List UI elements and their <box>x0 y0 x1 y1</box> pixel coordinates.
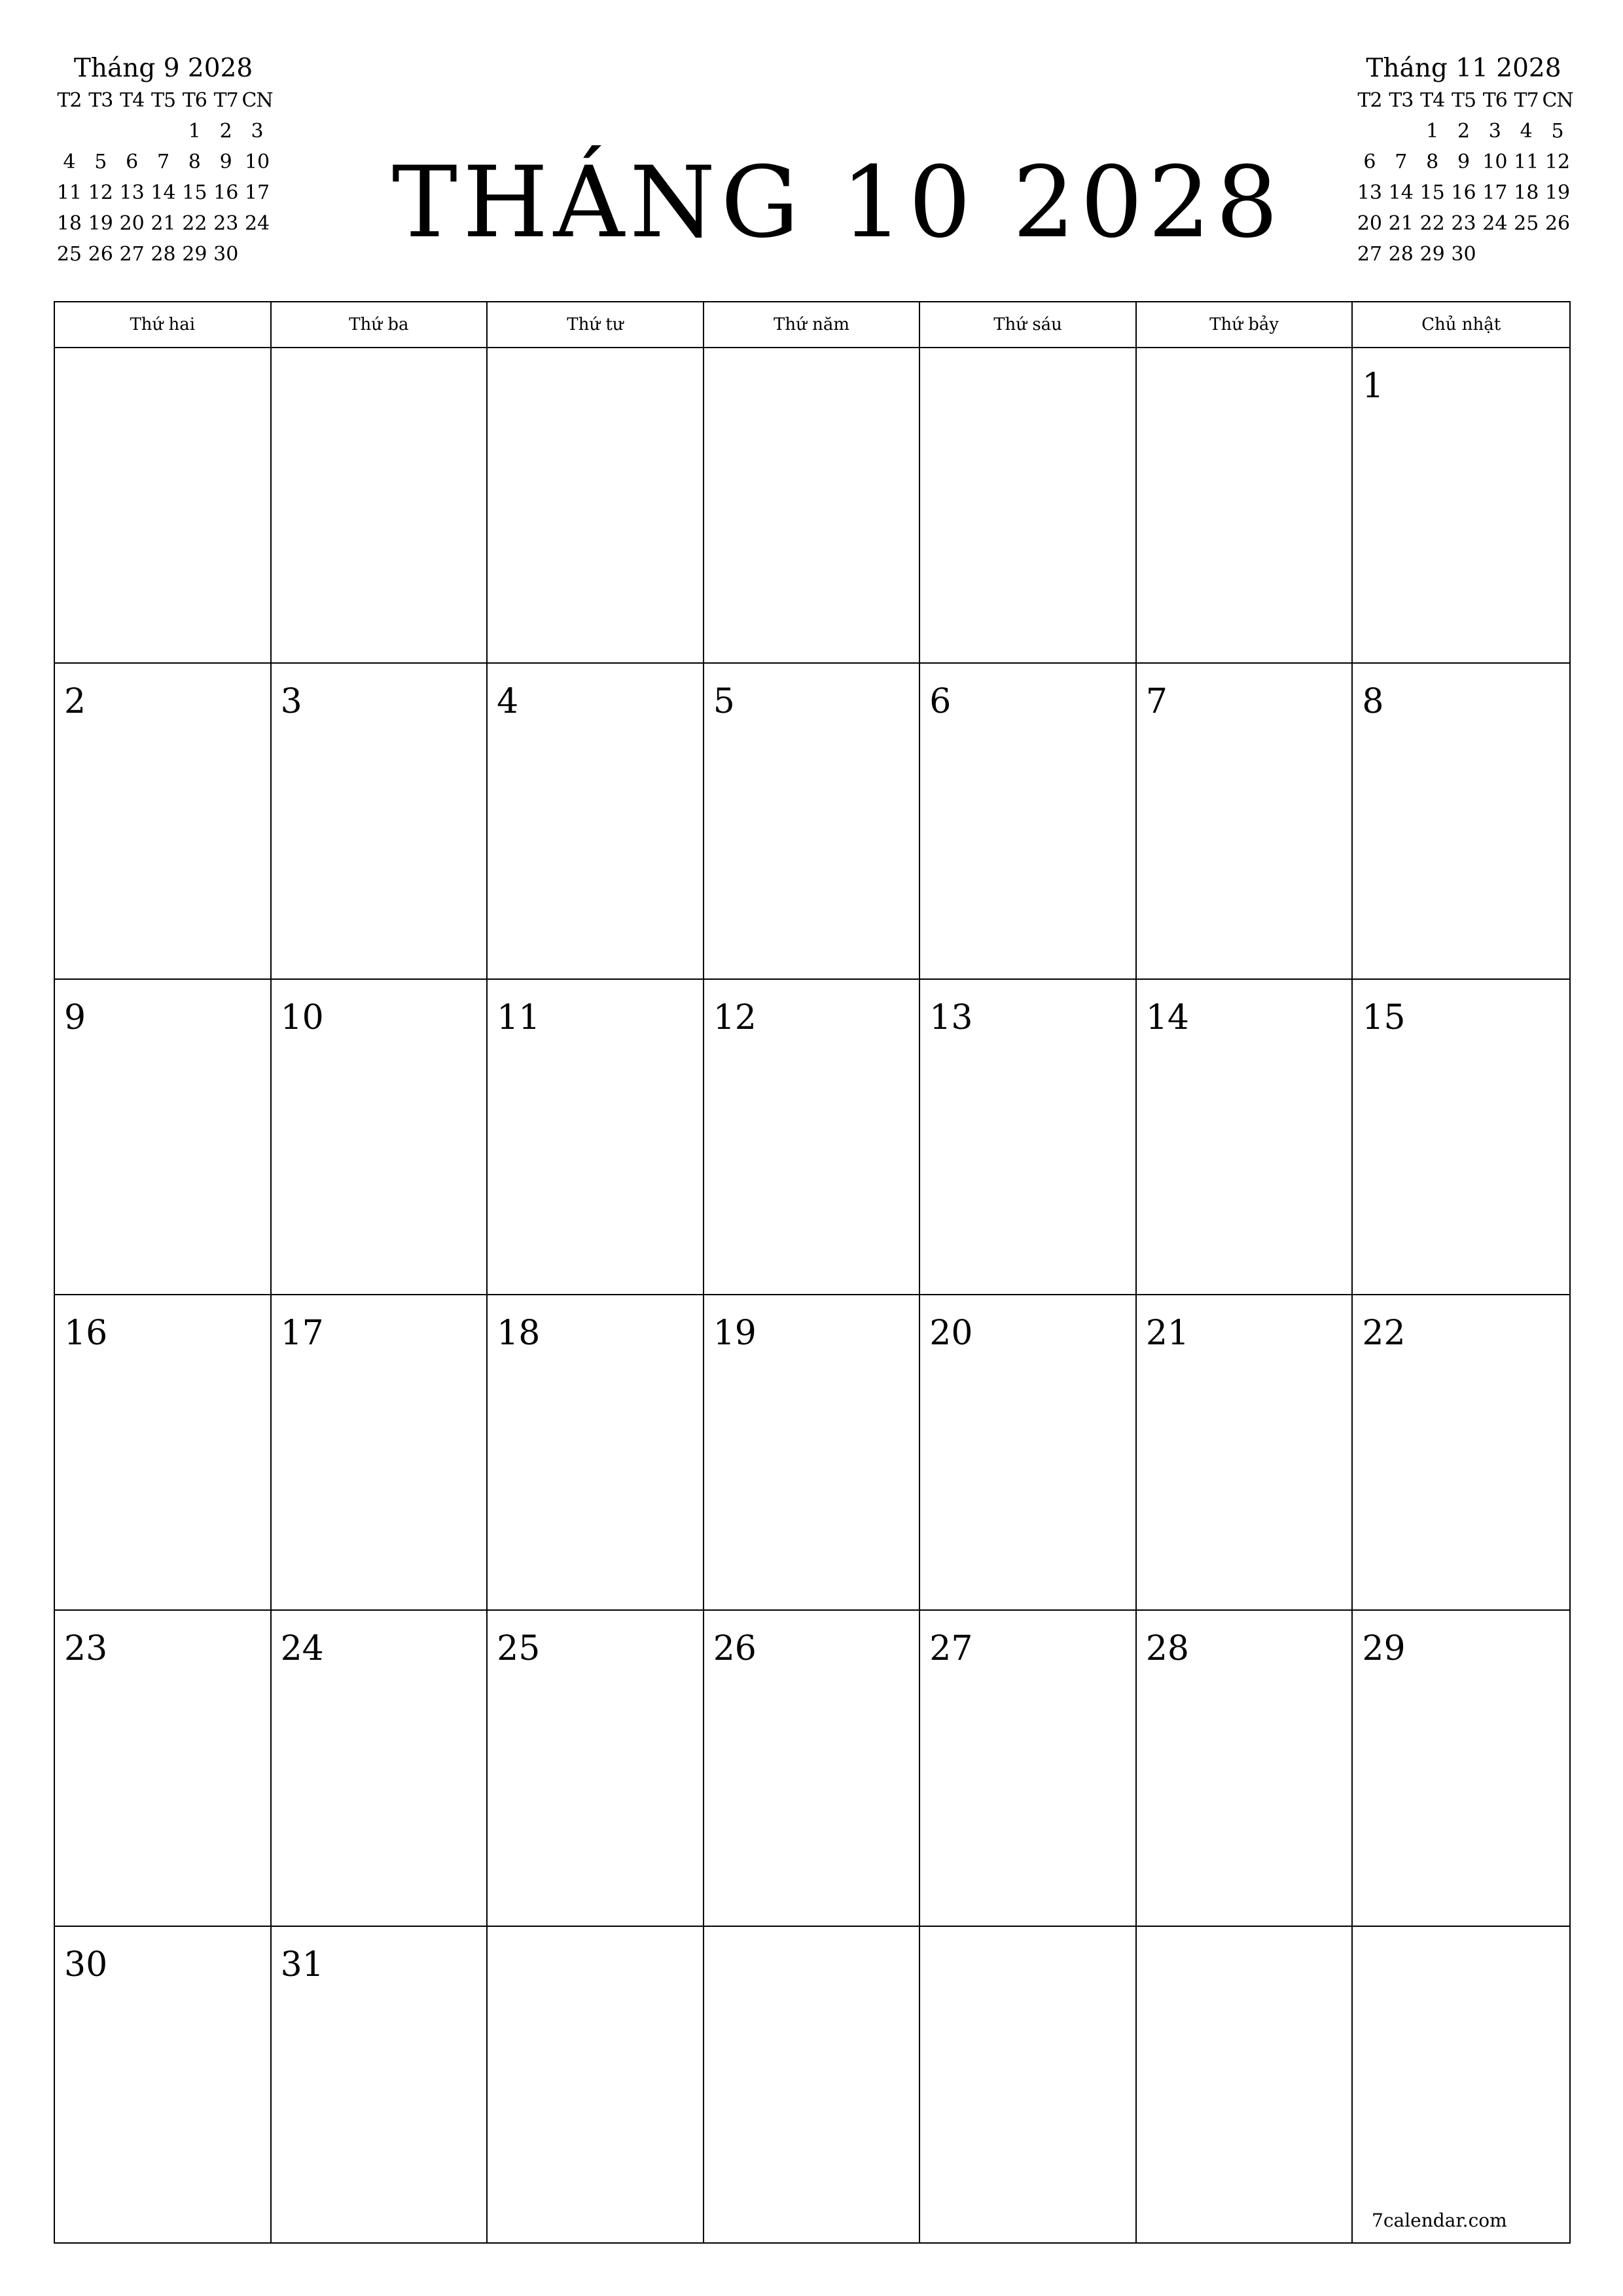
next-month-weekday-label: T5 <box>1451 89 1476 112</box>
next-month-weekday-label: T2 <box>1357 89 1382 112</box>
prev-month-day: 3 <box>251 120 264 143</box>
weekday-header: Thứ ba <box>272 302 488 348</box>
prev-month-day: 30 <box>213 243 239 266</box>
next-month-day: 2 <box>1457 120 1471 143</box>
prev-month-day: 23 <box>213 212 239 235</box>
day-cell[interactable] <box>55 1927 272 2242</box>
next-month-day: 25 <box>1514 212 1539 235</box>
day-cell[interactable] <box>704 1611 921 1926</box>
day-cell[interactable] <box>1353 1927 1569 2242</box>
weekday-header: Thứ sáu <box>920 302 1137 348</box>
weekday-header: Chủ nhật <box>1353 302 1569 348</box>
day-number: 17 <box>280 1314 324 1353</box>
next-month-day: 21 <box>1388 212 1414 235</box>
prev-month-day <box>148 116 179 147</box>
day-cell[interactable] <box>1353 664 1569 979</box>
prev-month-grid <box>54 85 273 270</box>
prev-month-weekday-label: T2 <box>57 89 82 112</box>
day-cell[interactable] <box>704 664 921 979</box>
weekday-header: Thứ bảy <box>1137 302 1353 348</box>
day-cell[interactable] <box>920 980 1137 1295</box>
day-cell[interactable] <box>488 1611 704 1926</box>
next-month-day: 7 <box>1395 151 1408 173</box>
prev-month-day: 17 <box>244 181 270 204</box>
next-month-weekday-label: CN <box>1542 89 1573 112</box>
next-month-weekday-label: T7 <box>1514 89 1539 112</box>
prev-month-day: 11 <box>56 181 82 204</box>
prev-month-day: 7 <box>156 151 170 173</box>
day-cell[interactable] <box>704 1295 921 1611</box>
prev-month-day: 24 <box>244 212 270 235</box>
day-number: 2 <box>64 682 86 722</box>
prev-month-day: 16 <box>213 181 239 204</box>
prev-month-mini-calendar <box>54 52 273 270</box>
weekday-header: Thứ hai <box>55 302 272 348</box>
next-month-day: 16 <box>1451 181 1476 204</box>
day-cell[interactable] <box>272 664 488 979</box>
next-month-day: 10 <box>1482 151 1508 173</box>
day-number: 27 <box>929 1629 973 1669</box>
next-month-day: 23 <box>1451 212 1476 235</box>
next-month-day <box>1510 239 1542 270</box>
next-month-weekday-label: T4 <box>1420 89 1445 112</box>
next-month-day <box>1354 116 1385 147</box>
next-month-weekday-label: T3 <box>1389 89 1414 112</box>
prev-month-day: 1 <box>188 120 201 143</box>
prev-month-day: 18 <box>56 212 82 235</box>
weekday-header: Thứ năm <box>704 302 921 348</box>
day-cell[interactable] <box>1137 348 1353 664</box>
next-month-mini-calendar <box>1354 52 1573 270</box>
day-cell[interactable] <box>272 980 488 1295</box>
day-number: 10 <box>280 997 324 1037</box>
weekday-header: Thứ tư <box>488 302 704 348</box>
prev-month-day <box>241 239 273 270</box>
day-number: 28 <box>1145 1629 1190 1669</box>
day-cell[interactable] <box>920 664 1137 979</box>
prev-month-day <box>54 116 85 147</box>
day-number: 14 <box>1145 997 1190 1037</box>
day-cell[interactable] <box>1353 1295 1569 1611</box>
day-cell[interactable] <box>704 980 921 1295</box>
next-month-day: 19 <box>1544 181 1571 204</box>
next-month-day <box>1479 239 1510 270</box>
prev-month-day: 13 <box>119 181 145 204</box>
day-cell[interactable] <box>920 348 1137 664</box>
day-number: 8 <box>1362 682 1384 722</box>
prev-month-day: 8 <box>188 151 201 173</box>
day-cell[interactable] <box>920 1927 1137 2242</box>
day-cell[interactable] <box>272 1611 488 1926</box>
next-month-day: 27 <box>1357 243 1383 266</box>
day-cell[interactable] <box>1137 1611 1353 1926</box>
next-month-day: 28 <box>1388 243 1414 266</box>
next-month-day: 3 <box>1488 120 1501 143</box>
prev-month-day: 27 <box>119 243 145 266</box>
prev-month-day: 15 <box>182 181 207 204</box>
day-number: 3 <box>280 682 302 722</box>
day-number: 5 <box>713 682 735 722</box>
day-number: 13 <box>929 997 973 1037</box>
prev-month-day: 28 <box>151 243 176 266</box>
next-month-title: Tháng 11 2028 <box>1366 54 1561 83</box>
prev-month-weekday-label: T5 <box>151 89 176 112</box>
prev-month-day: 26 <box>88 243 113 266</box>
day-cell[interactable] <box>920 1611 1137 1926</box>
day-number: 25 <box>497 1629 541 1669</box>
month-grid <box>54 301 1571 2244</box>
day-cell[interactable] <box>55 1295 272 1611</box>
day-cell[interactable] <box>55 348 272 664</box>
day-cell[interactable] <box>272 348 488 664</box>
day-number: 16 <box>64 1314 108 1353</box>
day-number: 20 <box>929 1314 973 1353</box>
next-month-day: 22 <box>1419 212 1445 235</box>
prev-month-day: 12 <box>88 181 113 204</box>
day-number: 6 <box>929 682 952 722</box>
day-number: 29 <box>1362 1629 1406 1669</box>
day-cell[interactable] <box>55 980 272 1295</box>
next-month-day: 20 <box>1357 212 1383 235</box>
day-cell[interactable] <box>1353 1611 1569 1926</box>
day-number: 7 <box>1145 682 1168 722</box>
day-cell[interactable] <box>920 1295 1137 1611</box>
day-cell[interactable] <box>488 1927 704 2242</box>
prev-month-day: 21 <box>151 212 176 235</box>
next-month-day: 9 <box>1457 151 1471 173</box>
prev-month-day: 20 <box>119 212 145 235</box>
next-month-day: 12 <box>1544 151 1571 173</box>
day-number: 26 <box>713 1629 757 1669</box>
next-month-day: 29 <box>1419 243 1445 266</box>
day-number: 11 <box>497 997 541 1037</box>
prev-month-day <box>116 116 148 147</box>
day-number: 12 <box>713 997 757 1037</box>
day-cell[interactable] <box>1137 664 1353 979</box>
day-cell[interactable] <box>488 980 704 1295</box>
page-title: THÁNG 10 2028 <box>391 146 1284 260</box>
day-cell[interactable] <box>488 348 704 664</box>
next-month-day: 8 <box>1426 151 1439 173</box>
prev-month-day: 2 <box>219 120 232 143</box>
next-month-day: 13 <box>1357 181 1383 204</box>
prev-month-weekday-label: T4 <box>120 89 145 112</box>
day-number: 4 <box>497 682 519 722</box>
day-cell[interactable] <box>1137 980 1353 1295</box>
day-number: 15 <box>1362 997 1406 1037</box>
next-month-day: 5 <box>1551 120 1564 143</box>
day-cell[interactable] <box>704 348 921 664</box>
day-number: 21 <box>1145 1314 1190 1353</box>
next-month-day: 15 <box>1419 181 1445 204</box>
day-number: 23 <box>64 1629 108 1669</box>
day-number: 1 <box>1362 367 1384 406</box>
prev-month-weekday-label: CN <box>241 89 273 112</box>
day-number: 18 <box>497 1314 541 1353</box>
prev-month-day: 4 <box>63 151 76 173</box>
prev-month-day: 10 <box>244 151 270 173</box>
day-cell[interactable] <box>272 1927 488 2242</box>
next-month-grid <box>1354 85 1573 270</box>
day-number: 24 <box>280 1629 324 1669</box>
next-month-day: 26 <box>1544 212 1571 235</box>
next-month-day <box>1542 239 1573 270</box>
day-cell[interactable] <box>704 1927 921 2242</box>
day-cell[interactable] <box>488 664 704 979</box>
prev-month-day: 6 <box>126 151 139 173</box>
day-cell[interactable] <box>1137 1295 1353 1611</box>
next-month-day <box>1385 116 1417 147</box>
prev-month-weekday-label: T3 <box>88 89 113 112</box>
prev-month-day: 22 <box>182 212 207 235</box>
day-cell[interactable] <box>272 1295 488 1611</box>
prev-month-day: 25 <box>56 243 82 266</box>
day-number: 30 <box>64 1945 108 1984</box>
day-cell[interactable] <box>1353 980 1569 1295</box>
next-month-day: 1 <box>1426 120 1439 143</box>
prev-month-day: 9 <box>219 151 232 173</box>
next-month-day: 18 <box>1514 181 1539 204</box>
prev-month-weekday-label: T7 <box>213 89 238 112</box>
next-month-day: 30 <box>1451 243 1476 266</box>
next-month-day: 11 <box>1514 151 1539 173</box>
day-cell[interactable] <box>55 664 272 979</box>
prev-month-day <box>85 116 116 147</box>
day-cell[interactable] <box>488 1295 704 1611</box>
prev-month-day: 14 <box>151 181 176 204</box>
day-cell[interactable] <box>1353 348 1569 664</box>
next-month-weekday-label: T6 <box>1482 89 1507 112</box>
day-number: 22 <box>1362 1314 1406 1353</box>
day-number: 9 <box>64 997 86 1037</box>
prev-month-day: 19 <box>88 212 113 235</box>
next-month-day: 17 <box>1482 181 1508 204</box>
credit-text: 7calendar.com <box>1372 2210 1507 2231</box>
next-month-day: 4 <box>1520 120 1533 143</box>
day-number: 19 <box>713 1314 757 1353</box>
day-cell[interactable] <box>1137 1927 1353 2242</box>
next-month-day: 14 <box>1388 181 1414 204</box>
prev-month-day: 5 <box>94 151 107 173</box>
day-number: 31 <box>280 1945 324 1984</box>
prev-month-day: 29 <box>182 243 207 266</box>
next-month-day: 24 <box>1482 212 1508 235</box>
prev-month-weekday-label: T6 <box>182 89 207 112</box>
prev-month-title: Tháng 9 2028 <box>73 54 253 83</box>
day-cell[interactable] <box>55 1611 272 1926</box>
next-month-day: 6 <box>1363 151 1376 173</box>
